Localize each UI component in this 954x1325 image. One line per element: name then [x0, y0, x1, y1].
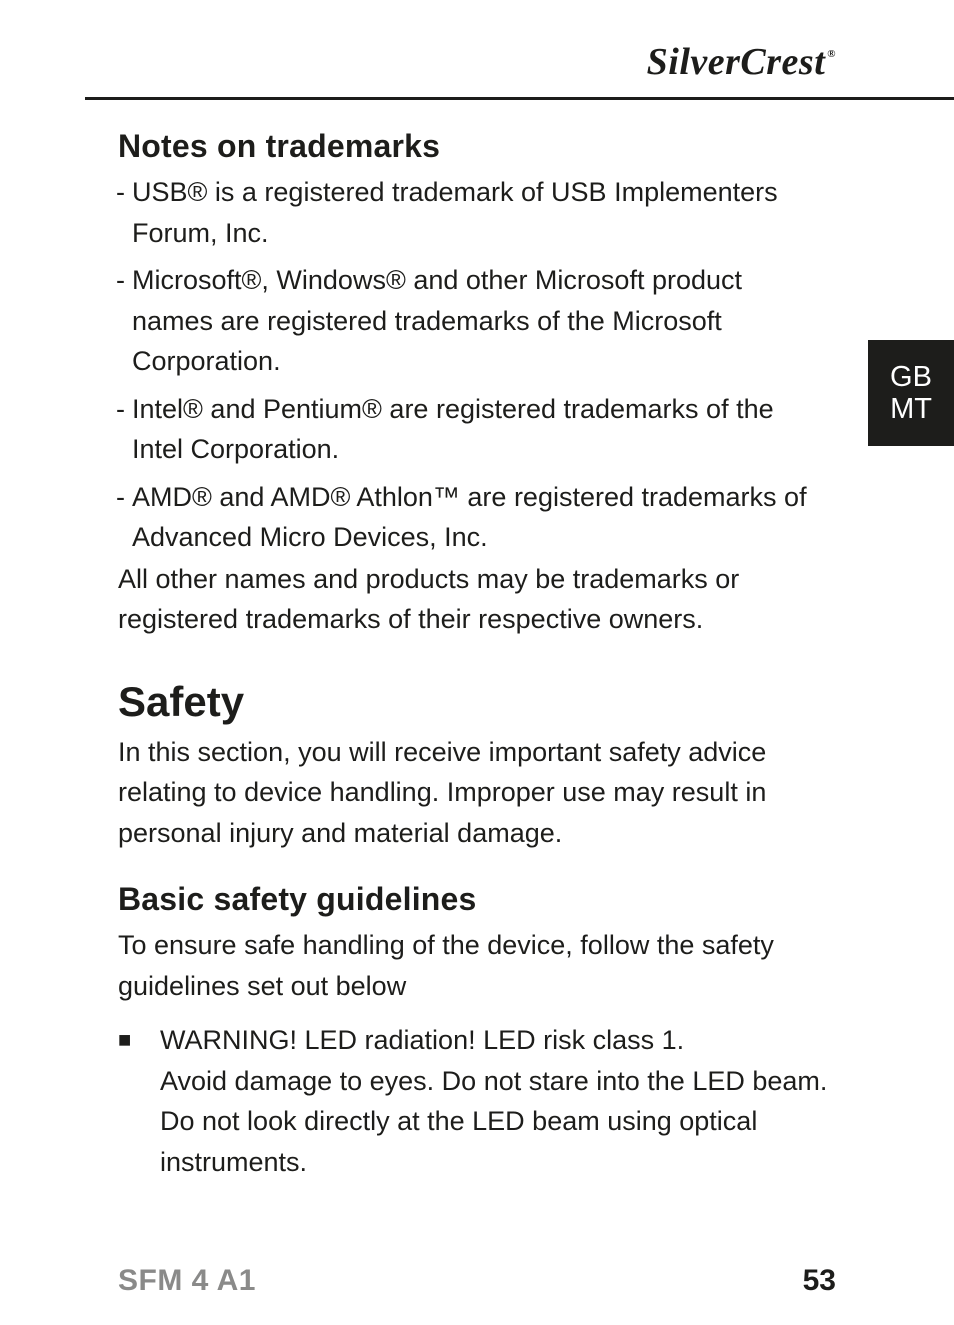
brand-registered-mark: ® — [827, 48, 836, 60]
page-number: 53 — [802, 1264, 836, 1297]
basic-guidelines-heading: Basic safety guidelines — [118, 881, 477, 917]
trademark-item-text: Intel® and Pentium® are registered trademarks of the Intel Corporation. — [132, 393, 774, 464]
language-tab — [868, 340, 954, 446]
trademark-item-text: USB® is a registered trademark of USB Implementers Forum, Inc. — [132, 177, 778, 248]
header-divider — [85, 97, 954, 100]
safety-heading: Safety — [118, 677, 245, 725]
dash-marker: - — [116, 265, 125, 295]
brand-name: SilverCrest — [646, 41, 826, 83]
trademark-item-amd — [118, 477, 828, 558]
trademark-item-text: Microsoft®, Windows® and other Microsoft product names are registered trademarks of the Microsoft Corporation. — [132, 265, 743, 376]
square-bullet-icon: ■ — [118, 1027, 132, 1052]
trademarks-heading: Notes on trademarks — [118, 128, 441, 164]
trademark-item-intel — [118, 389, 828, 470]
language-tab-mt: MT — [890, 393, 932, 425]
trademark-item-usb — [118, 172, 828, 253]
guideline-warning: WARNING! LED radiation! LED risk class 1. — [160, 1025, 685, 1055]
dash-marker: - — [116, 177, 125, 207]
trademarks-closing: All other names and products may be trademarks or registered trademarks of their respective owners. — [118, 563, 740, 634]
trademark-item-microsoft — [118, 260, 828, 382]
guideline-text: Avoid damage to eyes. Do not stare into the LED beam. Do not look directly at the LED beam using optical instruments. — [160, 1065, 828, 1177]
dash-marker: - — [116, 481, 125, 512]
page-content — [118, 126, 828, 1182]
brand-logo — [647, 40, 836, 84]
footer-model: SFM 4 A1 — [118, 1264, 256, 1297]
language-tab-gb: GB — [890, 361, 932, 393]
trademarks-list — [118, 172, 828, 558]
dash-marker: - — [116, 393, 125, 424]
guidelines-list — [118, 1020, 828, 1182]
guideline-item — [118, 1020, 828, 1182]
trademark-item-text: AMD® and AMD® Athlon™ are registered trademarks of Advanced Micro Devices, Inc. — [132, 481, 807, 552]
basic-guidelines-intro: To ensure safe handling of the device, follow the safety guidelines set out below — [118, 930, 774, 1001]
safety-intro: In this section, you will receive important safety advice relating to device handling. Improper use may result in personal injury and material damage. — [118, 736, 767, 848]
